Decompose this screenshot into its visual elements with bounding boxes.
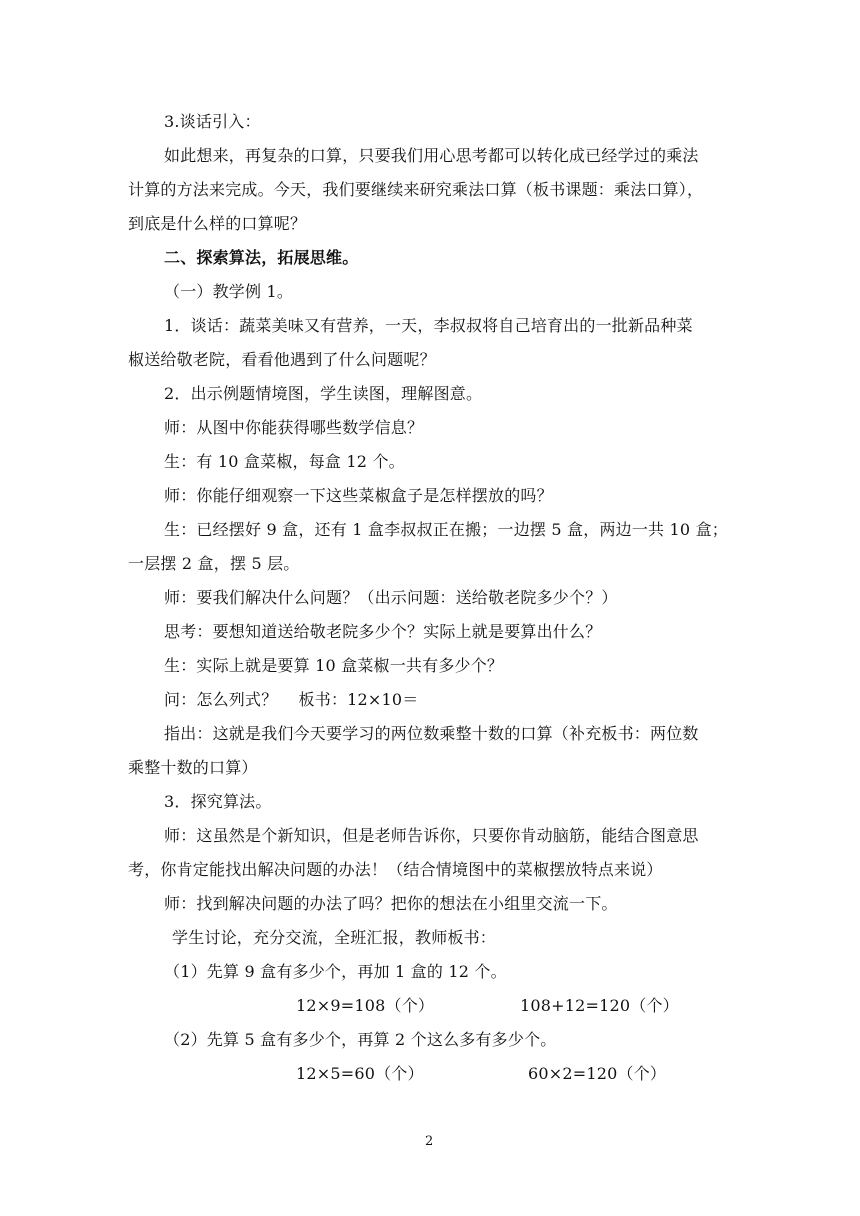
method-line: （2）先算 5 盒有多少个，再算 2 个这么多有多少个。: [164, 1030, 557, 1049]
section-heading: 二、探索算法，拓展思维。: [164, 248, 359, 267]
para-intro-heading: 3.谈话引入：: [164, 112, 261, 131]
dialogue-line: 生：有 10 盒菜椒，每盒 12 个。: [164, 452, 405, 471]
dialogue-line: 师：这虽然是个新知识，但是老师告诉你，只要你肯动脑筋，能结合图意思: [164, 826, 699, 845]
para-line: 乘整十数的口算）: [128, 758, 258, 777]
para-line: 到底是什么样的口算呢？: [128, 214, 307, 233]
page-number: 2: [425, 1134, 434, 1149]
para-line: 椒送给敬老院，看看他遇到了什么问题呢？: [128, 350, 436, 369]
dialogue-line: 考，你肯定能找出解决问题的办法！（结合情境图中的菜椒摆放特点来说）: [128, 860, 663, 879]
para-line: 如此想来，再复杂的口算，只要我们用心思考都可以转化成已经学过的乘法: [164, 146, 699, 165]
dialogue-line: 生：已经摆好 9 盒，还有 1 盒李叔叔正在搬；一边摆 5 盒，两边一共 10 盒；: [164, 520, 728, 539]
dialogue-line: 生：实际上就是要算 10 盒菜椒一共有多少个？: [164, 656, 504, 675]
dialogue-line: 一层摆 2 盒，摆 5 层。: [128, 554, 300, 573]
para-line: 1．谈话：蔬菜美味又有营养，一天，李叔叔将自己培育出的一批新品种菜: [164, 316, 693, 335]
para-line: 2．出示例题情境图，学生读图，理解图意。: [164, 384, 483, 403]
para-line: 计算的方法来完成。今天，我们要继续来研究乘法口算（板书课题：乘法口算），: [128, 180, 704, 199]
para-line: 指出：这就是我们今天要学习的两位数乘整十数的口算（补充板书：两位数: [164, 724, 699, 743]
method-line: （1）先算 9 盒有多少个，再加 1 盒的 12 个。: [164, 962, 507, 981]
para-line: 学生讨论，充分交流，全班汇报，教师板书：: [172, 928, 497, 947]
dialogue-line: 思考：要想知道送给敬老院多少个？实际上就是要算出什么？: [164, 622, 602, 641]
formula: 12×5=60（个）: [296, 1064, 424, 1083]
subsection-heading: （一）教学例 1。: [164, 282, 294, 301]
para-line: 3．探究算法。: [164, 792, 272, 811]
dialogue-line: 问：怎么列式？ 板书：12×10＝: [164, 690, 419, 709]
formula: 60×2=120（个）: [528, 1064, 667, 1083]
dialogue-line: 师：要我们解决什么问题？（出示问题：送给敬老院多少个？）: [164, 588, 618, 607]
dialogue-line: 师：从图中你能获得哪些数学信息？: [164, 418, 424, 437]
dialogue-line: 师：找到解决问题的办法了吗？把你的想法在小组里交流一下。: [164, 894, 618, 913]
formula: 108+12=120（个）: [520, 996, 679, 1015]
formula: 12×9=108（个）: [296, 996, 435, 1015]
dialogue-line: 师：你能仔细观察一下这些菜椒盒子是怎样摆放的吗？: [164, 486, 553, 505]
